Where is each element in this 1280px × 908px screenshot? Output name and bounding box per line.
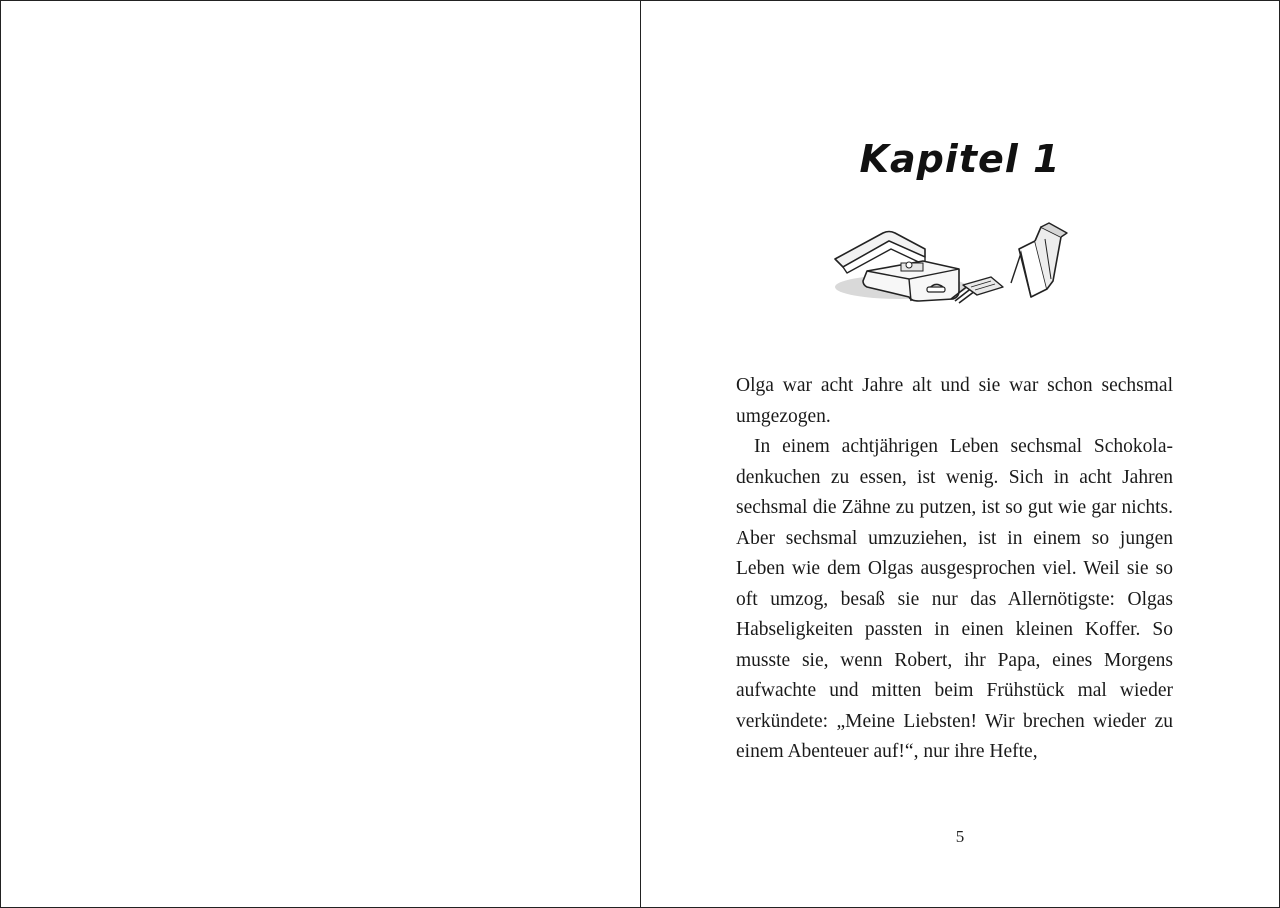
left-page-blank: [1, 1, 641, 907]
paragraph-2: In einem achtjährigen Leben sechsmal Schokoladenkuchen zu essen, ist wenig. Sich in acht Jahren sechsmal die Zähne zu putzen, ist so gut wie gar nichts. Aber sechsmal umzuziehen, ist in einem so jungen Leben wie dem Olgas ausgesprochen viel. Weil sie so oft umzog, besaß sie nur das Allernötigste: Olgas Habseligkeiten passten in einen kleinen Koffer. So musste sie, wenn Robert, ihr Papa, eines Morgens aufwachte und mitten beim Frühstück mal wieder verkündete: „Meine Liebsten! Wir brechen wieder zu einem Abenteuer auf!“, nur ihre Hefte,: [736, 436, 1173, 762]
chapter-title: Kapitel 1: [859, 137, 1061, 181]
paragraph-1: Olga war acht Jahre alt und sie war schon sechsmal umgezogen.: [736, 375, 1173, 427]
illustration-icon: [831, 219, 1071, 311]
body-text: [736, 371, 1173, 768]
right-page: [641, 1, 1279, 907]
suitcase-books-pencils-illustration: [831, 219, 1071, 311]
page-number: 5: [955, 827, 965, 846]
